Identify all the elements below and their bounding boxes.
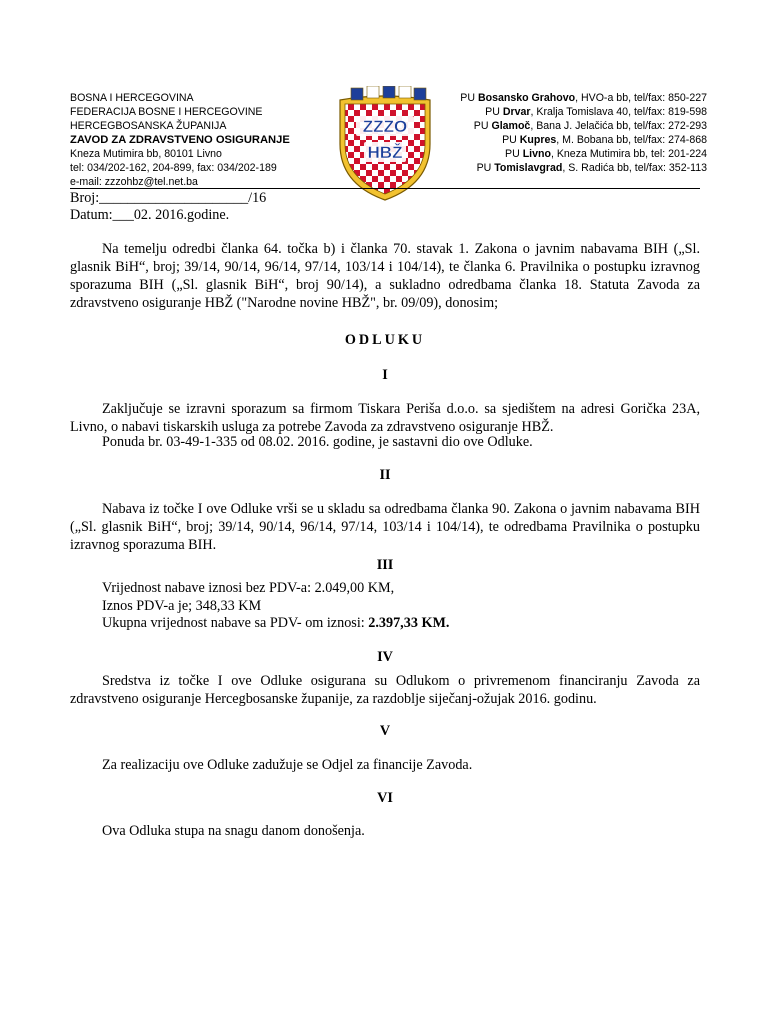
branch-office-line: PU Drvar, Kralja Tomislava 40, tel/fax: 819-598	[485, 106, 707, 118]
section-heading-3: III	[376, 557, 394, 573]
total-value-line	[102, 615, 449, 632]
branch-office-line: PU Kupres, M. Bobana bb, tel/fax: 274-868	[502, 134, 707, 146]
header-line: BOSNA I HERCEGOVINA	[70, 92, 194, 104]
section-heading-4: IV	[377, 649, 393, 665]
header-divider	[70, 188, 700, 189]
vat-amount: Iznos PDV-a je; 348,33 KM	[102, 598, 262, 614]
header-line: HERCEGBOSANSKA ŽUPANIJA	[70, 120, 227, 132]
header-phone: tel: 034/202-162, 204-899, fax: 034/202-189	[70, 162, 277, 174]
section-4-paragraph: Sredstva iz točke I ove Odluke osigurana su Odlukom o privremenom financiranju Zavoda za zdravstveno osiguranje Hercegbosanske županije, za razdoblje siječanj-ožujak 2016. godinu.	[70, 673, 700, 707]
total-value-label: Ukupna vrijednost nabave sa PDV- om iznosi:	[102, 615, 369, 631]
branch-office-line: PU Bosansko Grahovo, HVO-a bb, tel/fax: 850-227	[460, 92, 707, 104]
branch-offices	[407, 91, 707, 175]
branch-office-line: PU Livno, Kneza Mutimira bb, tel: 201-224	[505, 148, 707, 160]
value-without-vat: Vrijednost nabave iznosi bez PDV-a: 2.049,00 KM,	[102, 580, 395, 596]
section-5-paragraph: Za realizaciju ove Odluke zadužuje se Odjel za financije Zavoda.	[102, 757, 473, 773]
section-heading-2: II	[379, 467, 391, 483]
branch-office-line: PU Glamoč, Bana J. Jelačića bb, tel/fax: 272-293	[473, 120, 707, 132]
crest-text-top: ZZZO	[362, 117, 408, 136]
document-title: ODLUKU	[344, 332, 426, 348]
document-number: Broj:_____________________/16	[70, 190, 267, 206]
branch-office-line: PU Tomislavgrad, S. Radića bb, tel/fax: 352-113	[476, 162, 707, 174]
section-heading-5: V	[379, 723, 391, 739]
document-date: Datum:___02. 2016.godine.	[70, 207, 230, 223]
total-value-amount: 2.397,33 KM.	[368, 615, 450, 631]
header-line: FEDERACIJA BOSNE I HERCEGOVINE	[70, 106, 263, 118]
institution-header	[70, 91, 340, 189]
crest-text-bottom: HBŽ	[367, 143, 403, 162]
header-address: Kneza Mutimira bb, 80101 Livno	[70, 148, 222, 160]
section-1-paragraph: Zaključuje se izravni sporazum sa firmom Tiskara Periša d.o.o. sa sjedištem na adresi Gorička 23A, Livno, o nabavi tiskarskih usluga za potrebe Zavoda za zdravstveno osiguranje HBŽ.	[70, 401, 700, 435]
header-email: e-mail: zzzohbz@tel.net.ba	[70, 176, 198, 188]
section-2-paragraph: Nabava iz točke I ove Odluke vrši se u skladu sa odredbama članka 90. Zakona o javnim nabavama BIH („Sl. glasnik BiH“, broj; 39/14, 90/14, 96/14, 97/14, 103/14 i 104/14), te odredbama Pravilnika o postupku izravnog sporazuma BIH.	[70, 501, 700, 553]
section-1-offer-line: Ponuda br. 03-49-1-335 od 08.02. 2016. godine, je sastavni dio ove Odluke.	[102, 434, 533, 450]
intro-paragraph: Na temelju odredbi članka 64. točka b) i članka 70. stavak 1. Zakona o javnim nabavama BIH („Sl. glasnik BiH“, broj; 39/14, 90/14, 96/14, 97/14, 103/14 i 104/14), te članka 6. Pravilnika o postupku izravnog sporazuma BIH („Sl. glasnik BiH“, broj 90/14), a sukladno odredbama članka 18. Statuta Zavoda za zdravstveno osiguranje HBŽ ("Narodne novine HBŽ", br. 09/09), donosim;	[70, 241, 700, 311]
section-6-paragraph: Ova Odluka stupa na snagu danom donošenja.	[102, 823, 365, 839]
institution-name: ZAVOD ZA ZDRAVSTVENO OSIGURANJE	[70, 134, 290, 146]
section-heading-6: VI	[377, 790, 393, 806]
section-heading-1: I	[382, 367, 388, 383]
